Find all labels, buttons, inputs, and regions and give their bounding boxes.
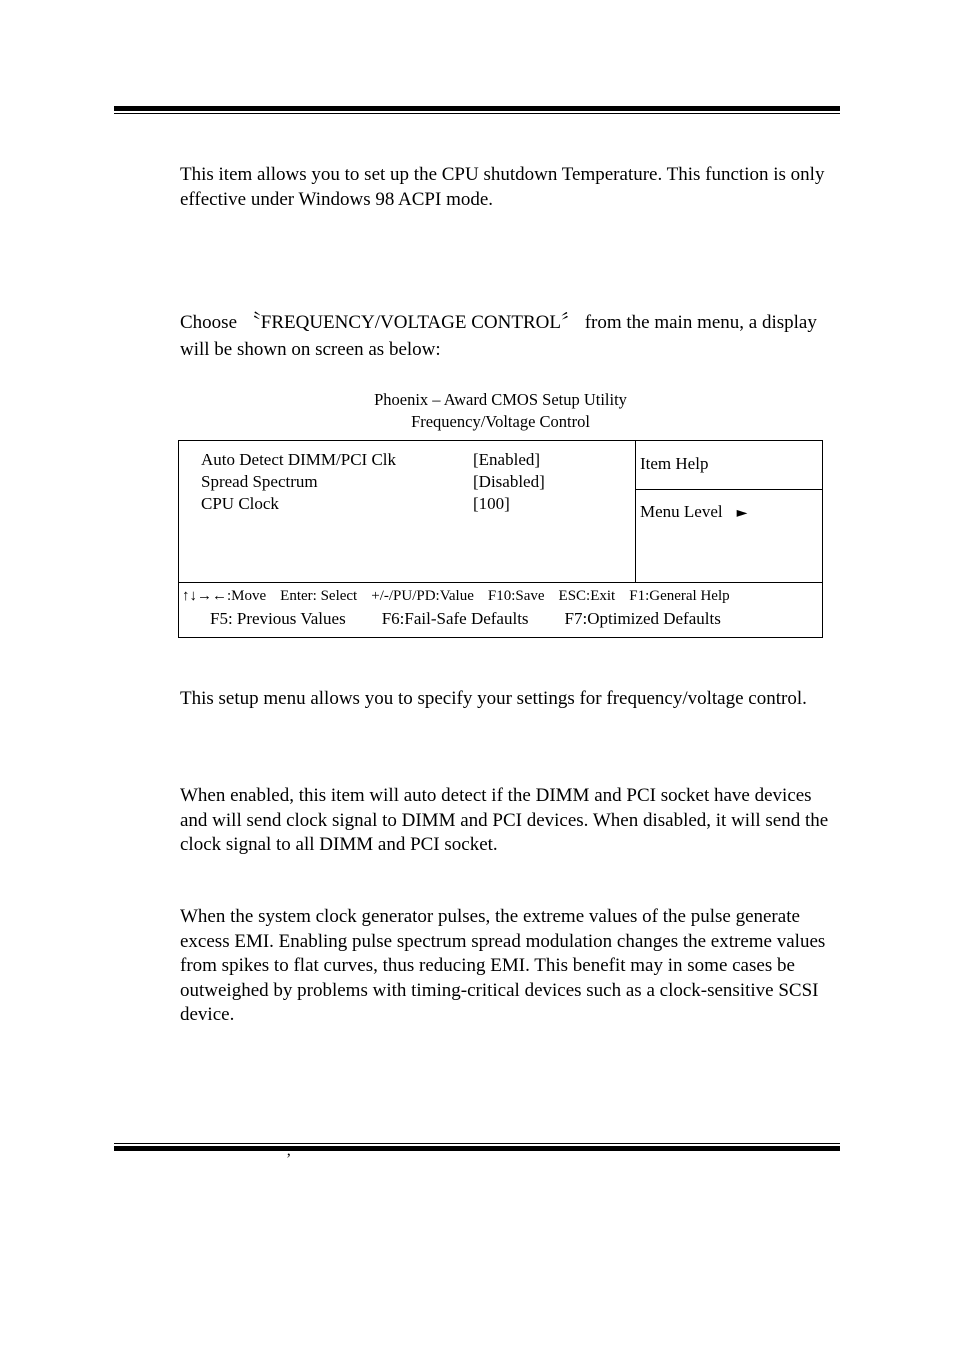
setting-value[interactable]: [100]: [473, 494, 510, 513]
key-hint-select: Enter: Select: [280, 588, 358, 604]
key-hint-optimized: F7:Optimized Defaults: [564, 609, 721, 628]
bios-screen-title: Frequency/Voltage Control: [411, 412, 590, 431]
cpu-shutdown-paragraph: This item allows you to set up the CPU shutdown Temperature. This function is only effective under Windows 98 ACPI mode.: [180, 164, 825, 210]
setting-value[interactable]: [Disabled]: [473, 472, 545, 491]
setting-name: Auto Detect DIMM/PCI Clk: [201, 450, 397, 469]
auto-detect-paragraph: When enabled, this item will auto detect if the DIMM and PCI socket have devices and will send clock signal to DIMM and PCI devices. When disabled, it will send the clock signal to all DIMM and PCI socket.: [180, 785, 829, 855]
key-hint-previous-values: F5: Previous Values: [210, 609, 346, 628]
key-hint-save: F10:Save: [487, 588, 545, 604]
item-help-pane: [635, 441, 823, 582]
setting-name: Spread Spectrum: [201, 472, 318, 491]
bios-utility-title: Phoenix – Award CMOS Setup Utility: [374, 390, 627, 409]
footer-rule-thick: [114, 1146, 840, 1151]
menu-level-label: [640, 502, 747, 522]
menu-level-arrow-icon: ►: [736, 505, 748, 521]
key-legend-line-1: [182, 588, 744, 605]
header-rule-thick: [114, 106, 840, 111]
spread-spectrum-paragraph: When the system clock generator pulses, the extreme values of the pulse generate excess EMI. Enabling pulse spectrum spread modulation changes the extreme values from spikes to flat curves, thus reducing EMI. This benefit may in some cases be outweighed by problems with timing-critical devices such as a clock-sensitive SCSI device.: [180, 906, 826, 1025]
bios-setup-screen: [178, 440, 823, 638]
key-hint-exit: ESC:Exit: [558, 588, 616, 604]
setup-menu-paragraph: This setup menu allows you to specify your settings for frequency/voltage control.: [180, 688, 807, 709]
menu-level-text: Menu Level: [640, 502, 723, 521]
header-rule-thin: [114, 113, 840, 114]
choose-menu-paragraph: Choose 〝FREQUENCY/VOLTAGE CONTROL〞 from the main menu, a display will be shown on screen as below:: [180, 312, 817, 360]
key-hint-fail-safe: F6:Fail-Safe Defaults: [381, 609, 529, 628]
setting-value[interactable]: [Enabled]: [473, 450, 541, 469]
footer-rule-thin: [114, 1143, 840, 1144]
key-legend-line-2: [210, 609, 757, 629]
key-hint-help: F1:General Help: [629, 588, 730, 604]
key-hint-value: +/-/PU/PD:Value: [371, 588, 474, 604]
key-hint-move: ↑↓→←:Move: [182, 588, 267, 604]
item-help-label: Item Help: [640, 454, 709, 473]
setting-name: CPU Clock: [201, 494, 279, 513]
footer-mark: ’: [286, 1151, 292, 1168]
help-divider: [636, 489, 823, 490]
keys-divider: [179, 582, 822, 583]
